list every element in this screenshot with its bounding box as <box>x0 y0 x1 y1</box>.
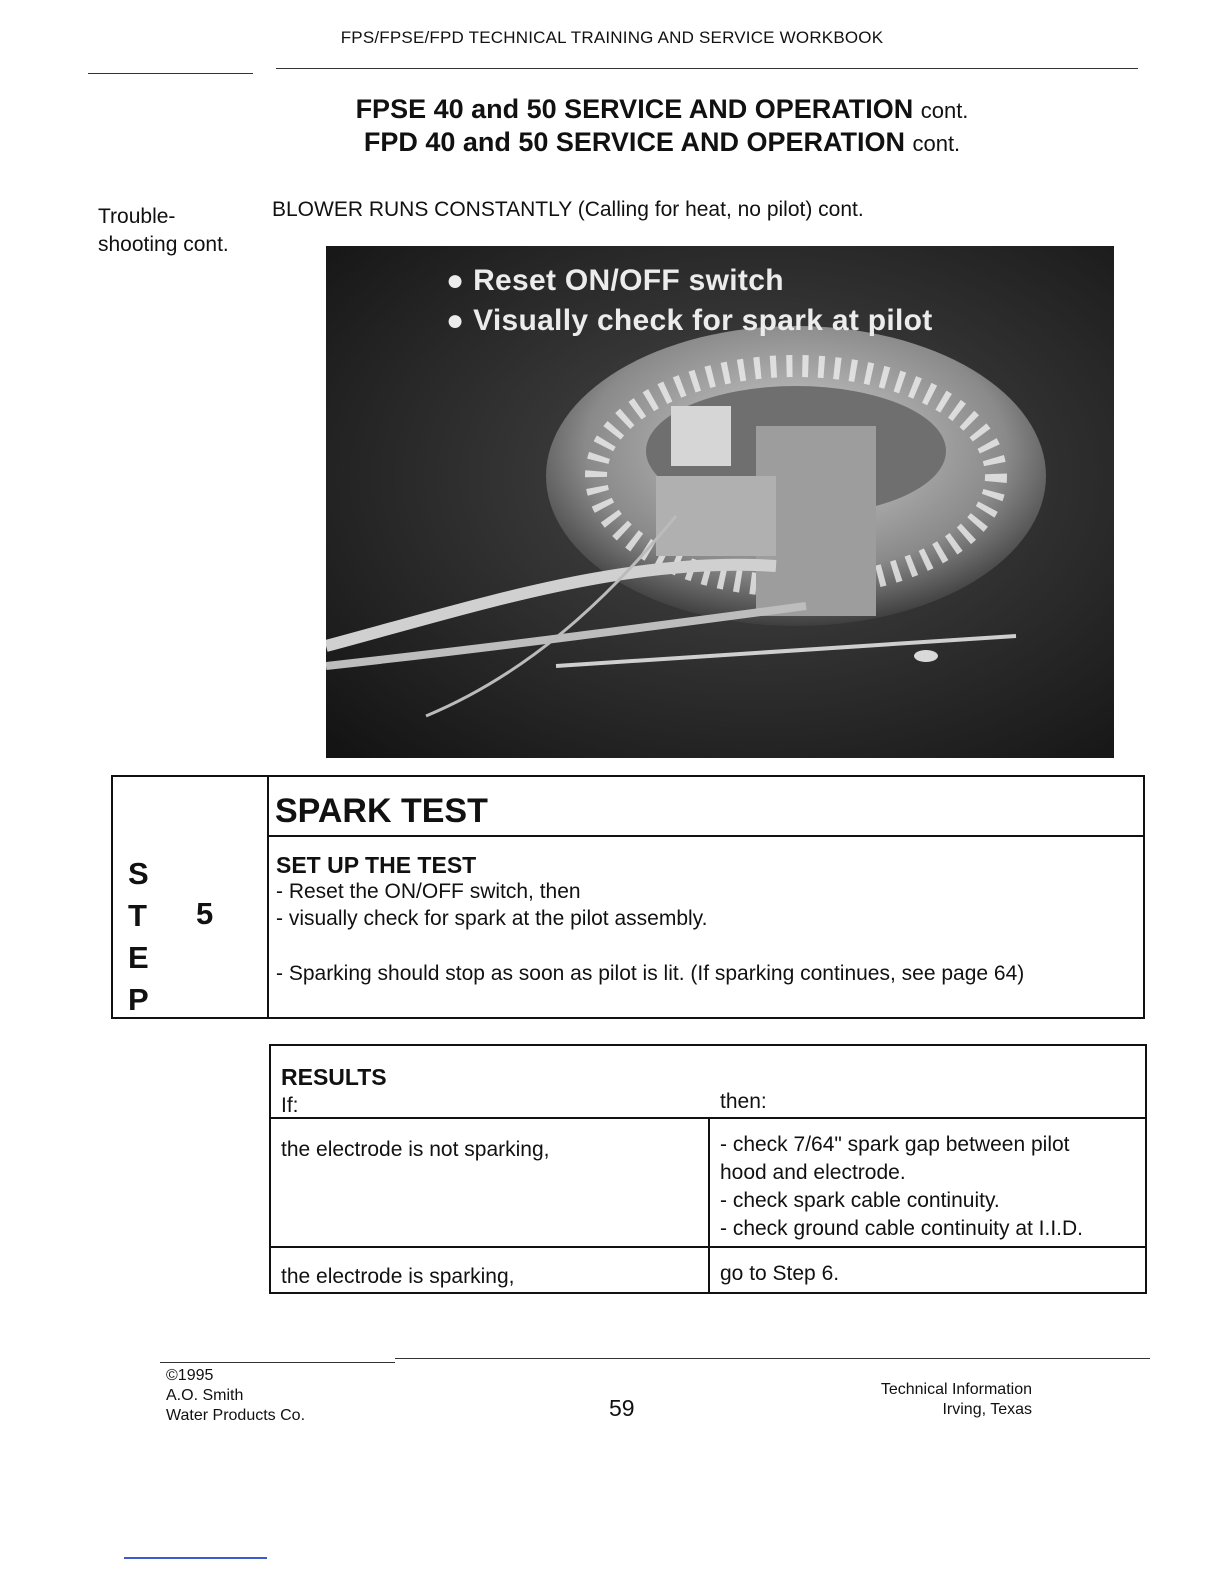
title-line1-suffix: cont. <box>920 98 969 123</box>
then-line: - check spark cable continuity. <box>720 1189 1000 1212</box>
footer-right-2: Irving, Texas <box>942 1401 1032 1418</box>
photo-bullet-2: ● Visually check for spark at pilot <box>446 304 933 337</box>
step-letter: E <box>128 940 149 975</box>
footer-rule-left <box>160 1362 395 1363</box>
footer-right <box>868 1380 1032 1420</box>
setup-line: - Sparking should stop as soon as pilot is lit. (If sparking continues, see page 64) <box>276 962 1025 985</box>
results-row-2-if: the electrode is sparking, <box>281 1265 515 1288</box>
results-row-2-then: go to Step 6. <box>720 1262 840 1285</box>
step-title: SPARK TEST <box>275 792 488 830</box>
workbook-header: FPS/FPSE/FPD TECHNICAL TRAINING AND SERVICE WORKBOOK <box>340 28 884 47</box>
results-if-label: If: <box>281 1094 299 1117</box>
results-row-1-if: the electrode is not sparking, <box>281 1138 550 1161</box>
title-line1-main: FPSE 40 and 50 SERVICE AND OPERATION <box>355 94 914 124</box>
footer-rule-right <box>395 1358 1150 1359</box>
step-letter: S <box>128 856 149 891</box>
page-number: 59 <box>609 1395 635 1421</box>
title-line2-suffix: cont. <box>912 131 961 156</box>
step-column-divider <box>267 775 269 1019</box>
results-row-1-then <box>720 1131 1083 1243</box>
title-line2-main: FPD 40 and 50 SERVICE AND OPERATION <box>363 127 905 157</box>
page-title-line2 <box>50 127 1224 158</box>
side-label-line1: Trouble- <box>98 205 176 228</box>
results-heading: RESULTS <box>281 1064 387 1090</box>
step-title-rule <box>267 835 1145 837</box>
then-line: - check ground cable continuity at I.I.D. <box>720 1217 1084 1240</box>
troubleshooting-subheading: BLOWER RUNS CONSTANTLY (Calling for heat, no pilot) cont. <box>272 198 864 221</box>
results-column-divider <box>708 1117 710 1294</box>
then-line: - check 7/64" spark gap between pilot <box>720 1133 1070 1156</box>
footer-copyright: ©1995 <box>166 1367 214 1384</box>
header-rule-right <box>276 68 1138 69</box>
photo-bullet-1: ● Reset ON/OFF switch <box>446 264 784 297</box>
footer-left <box>166 1366 305 1426</box>
bottom-scan-line <box>124 1557 267 1559</box>
results-then-label: then: <box>720 1090 767 1113</box>
footer-right-1: Technical Information <box>880 1381 1032 1398</box>
section-side-label <box>98 203 229 259</box>
step-letter: P <box>128 982 149 1017</box>
footer-company-1: A.O. Smith <box>166 1387 244 1404</box>
step-label-vertical <box>128 853 149 1021</box>
setup-line: - Reset the ON/OFF switch, then <box>276 880 581 903</box>
side-label-line2: shooting cont. <box>98 233 229 256</box>
setup-line: - visually check for spark at the pilot assembly. <box>276 907 708 930</box>
page-title-line1 <box>50 94 1224 125</box>
footer-company-2: Water Products Co. <box>166 1407 306 1424</box>
setup-heading: SET UP THE TEST <box>276 852 477 878</box>
pilot-burner-photo <box>326 246 1114 758</box>
then-line: hood and electrode. <box>720 1161 906 1184</box>
header-rule-left <box>88 73 253 74</box>
step-letter: T <box>128 898 147 933</box>
step-number: 5 <box>196 896 214 931</box>
